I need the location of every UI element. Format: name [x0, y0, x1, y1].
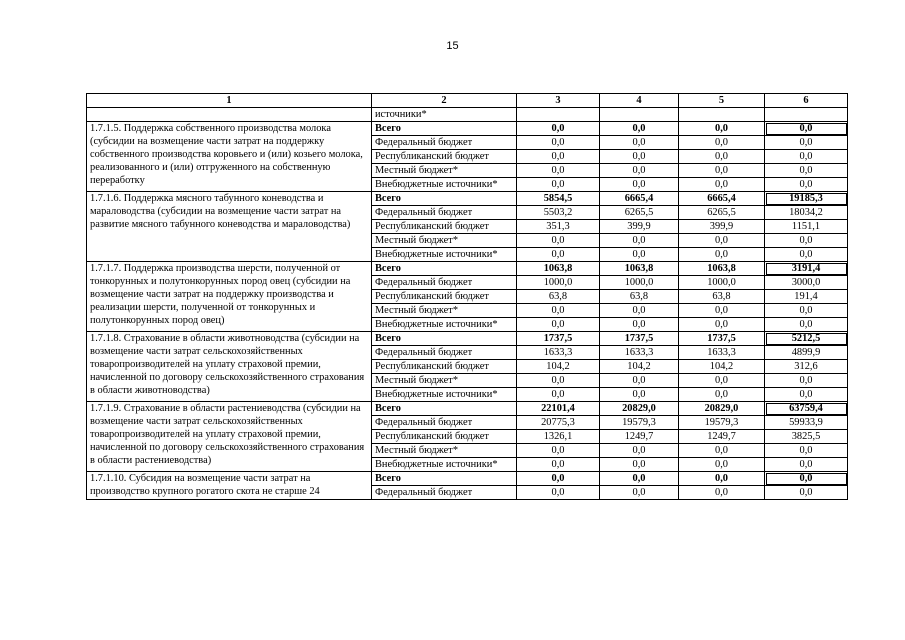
value-cell: 104,2 — [679, 360, 765, 374]
column-header: 6 — [765, 94, 848, 108]
column-header: 4 — [600, 94, 679, 108]
value-cell: 0,0 — [765, 374, 848, 388]
value-cell: 1633,3 — [600, 346, 679, 360]
value-cell: 0,0 — [600, 458, 679, 472]
value-cell: 1633,3 — [679, 346, 765, 360]
value-cell: 0,0 — [765, 472, 848, 486]
source-label: Всего — [372, 332, 517, 346]
value-cell: 0,0 — [600, 318, 679, 332]
empty-cell — [87, 108, 372, 122]
table-row-total — [87, 122, 848, 136]
source-label: Всего — [372, 122, 517, 136]
source-label: Местный бюджет* — [372, 304, 517, 318]
value-cell: 0,0 — [517, 164, 600, 178]
source-label: Федеральный бюджет — [372, 486, 517, 500]
value-cell: 0,0 — [600, 444, 679, 458]
value-cell: 0,0 — [765, 150, 848, 164]
value-cell: 5854,5 — [517, 192, 600, 206]
value-cell: 0,0 — [517, 304, 600, 318]
value-cell: 6665,4 — [600, 192, 679, 206]
source-label: Всего — [372, 192, 517, 206]
value-cell: 0,0 — [765, 248, 848, 262]
value-cell: 0,0 — [600, 304, 679, 318]
value-cell: 0,0 — [600, 178, 679, 192]
value-cell: 0,0 — [679, 178, 765, 192]
value-cell: 0,0 — [679, 388, 765, 402]
source-label: Внебюджетные источники* — [372, 388, 517, 402]
program-title: 1.7.1.8. Страхование в области животноводства (субсидии на возмещение части затрат сельскохозяйственных товаропроизводителей на уплату страховой премии, начисленной по договору сельскохозяйственного страхования в области животноводства) — [87, 332, 372, 402]
source-label: Федеральный бюджет — [372, 206, 517, 220]
source-label: Местный бюджет* — [372, 444, 517, 458]
value-cell: 0,0 — [679, 444, 765, 458]
value-cell: 1151,1 — [765, 220, 848, 234]
value-cell: 5503,2 — [517, 206, 600, 220]
value-cell: 0,0 — [679, 164, 765, 178]
source-label: Всего — [372, 262, 517, 276]
value-cell: 0,0 — [765, 304, 848, 318]
value-cell: 0,0 — [517, 444, 600, 458]
value-cell: 63,8 — [679, 290, 765, 304]
value-cell: 0,0 — [600, 136, 679, 150]
value-cell: 0,0 — [765, 234, 848, 248]
table-row-total — [87, 472, 848, 486]
source-label: Внебюджетные источники* — [372, 458, 517, 472]
value-cell: 1063,8 — [600, 262, 679, 276]
source-label: Всего — [372, 402, 517, 416]
empty-cell — [517, 108, 600, 122]
value-cell: 351,3 — [517, 220, 600, 234]
value-cell: 19579,3 — [600, 416, 679, 430]
source-label: Федеральный бюджет — [372, 346, 517, 360]
value-cell: 0,0 — [600, 234, 679, 248]
value-cell: 0,0 — [600, 248, 679, 262]
source-label: Внебюджетные источники* — [372, 178, 517, 192]
value-cell: 0,0 — [600, 122, 679, 136]
source-label: Внебюджетные источники* — [372, 248, 517, 262]
value-cell: 3825,5 — [765, 430, 848, 444]
program-title: 1.7.1.9. Страхование в области растениеводства (субсидии на возмещение части затрат сельскохозяйственных товаропроизводителей на уплату страховой премии, начисленной по договору сельскохозяйственного страхования в области растениеводства) — [87, 402, 372, 472]
source-label: Республиканский бюджет — [372, 290, 517, 304]
value-cell: 0,0 — [600, 388, 679, 402]
value-cell: 3191,4 — [765, 262, 848, 276]
source-label: Республиканский бюджет — [372, 360, 517, 374]
value-cell: 399,9 — [679, 220, 765, 234]
value-cell: 0,0 — [765, 136, 848, 150]
empty-cell — [765, 108, 848, 122]
value-cell: 63,8 — [600, 290, 679, 304]
value-cell: 20829,0 — [679, 402, 765, 416]
continuation-row — [87, 108, 848, 122]
source-label: Республиканский бюджет — [372, 150, 517, 164]
table-row-total — [87, 262, 848, 276]
value-cell: 1737,5 — [679, 332, 765, 346]
value-cell: 20829,0 — [600, 402, 679, 416]
value-cell: 0,0 — [765, 444, 848, 458]
value-cell: 0,0 — [600, 374, 679, 388]
value-cell: 0,0 — [679, 234, 765, 248]
value-cell: 0,0 — [517, 458, 600, 472]
value-cell: 0,0 — [679, 374, 765, 388]
source-label: Внебюджетные источники* — [372, 318, 517, 332]
value-cell: 19185,3 — [765, 192, 848, 206]
source-label: Федеральный бюджет — [372, 136, 517, 150]
value-cell: 4899,9 — [765, 346, 848, 360]
value-cell: 0,0 — [517, 122, 600, 136]
column-header: 3 — [517, 94, 600, 108]
table-row-total — [87, 192, 848, 206]
value-cell: 0,0 — [600, 150, 679, 164]
value-cell: 20775,3 — [517, 416, 600, 430]
value-cell: 0,0 — [765, 122, 848, 136]
value-cell: 312,6 — [765, 360, 848, 374]
column-header: 2 — [372, 94, 517, 108]
source-label: Всего — [372, 472, 517, 486]
source-label: Местный бюджет* — [372, 374, 517, 388]
value-cell: 0,0 — [600, 486, 679, 500]
value-cell: 104,2 — [600, 360, 679, 374]
budget-table — [86, 93, 848, 500]
value-cell: 104,2 — [517, 360, 600, 374]
page-number: 15 — [446, 40, 459, 52]
column-header: 1 — [87, 94, 372, 108]
value-cell: 0,0 — [517, 318, 600, 332]
value-cell: 1000,0 — [517, 276, 600, 290]
value-cell: 0,0 — [600, 164, 679, 178]
value-cell: 0,0 — [517, 178, 600, 192]
value-cell: 1737,5 — [517, 332, 600, 346]
value-cell: 0,0 — [679, 318, 765, 332]
value-cell: 1000,0 — [600, 276, 679, 290]
table-row-total — [87, 332, 848, 346]
value-cell: 0,0 — [679, 486, 765, 500]
value-cell: 0,0 — [679, 304, 765, 318]
value-cell: 22101,4 — [517, 402, 600, 416]
value-cell: 0,0 — [679, 150, 765, 164]
header-row — [87, 94, 848, 108]
value-cell: 0,0 — [765, 458, 848, 472]
value-cell: 0,0 — [600, 472, 679, 486]
source-label: Местный бюджет* — [372, 164, 517, 178]
value-cell: 3000,0 — [765, 276, 848, 290]
value-cell: 0,0 — [517, 136, 600, 150]
value-cell: 6265,5 — [679, 206, 765, 220]
value-cell: 1633,3 — [517, 346, 600, 360]
value-cell: 1249,7 — [679, 430, 765, 444]
source-label: источники* — [372, 108, 517, 122]
value-cell: 0,0 — [517, 472, 600, 486]
value-cell: 1326,1 — [517, 430, 600, 444]
value-cell: 0,0 — [517, 150, 600, 164]
value-cell: 6665,4 — [679, 192, 765, 206]
value-cell: 0,0 — [765, 164, 848, 178]
value-cell: 1063,8 — [679, 262, 765, 276]
source-label: Республиканский бюджет — [372, 220, 517, 234]
value-cell: 0,0 — [765, 388, 848, 402]
value-cell: 0,0 — [765, 318, 848, 332]
value-cell: 0,0 — [765, 486, 848, 500]
value-cell: 19579,3 — [679, 416, 765, 430]
value-cell: 0,0 — [679, 472, 765, 486]
value-cell: 1249,7 — [600, 430, 679, 444]
value-cell: 0,0 — [765, 178, 848, 192]
source-label: Республиканский бюджет — [372, 430, 517, 444]
value-cell: 59933,9 — [765, 416, 848, 430]
program-title: 1.7.1.7. Поддержка производства шерсти, полученной от тонкорунных и полутонкорунных пород овец (субсидии на возмещение части затрат на поддержку производства и реализации шерсти, полученной от тонкорунных и полутонкорунных пород овец) — [87, 262, 372, 332]
value-cell: 18034,2 — [765, 206, 848, 220]
table-body — [87, 108, 848, 500]
source-label: Местный бюджет* — [372, 234, 517, 248]
source-label: Федеральный бюджет — [372, 416, 517, 430]
value-cell: 0,0 — [517, 234, 600, 248]
value-cell: 5212,5 — [765, 332, 848, 346]
value-cell: 1063,8 — [517, 262, 600, 276]
program-title: 1.7.1.10. Субсидия на возмещение части затрат на производство крупного рогатого скота не старше 24 — [87, 472, 372, 500]
value-cell: 1000,0 — [679, 276, 765, 290]
value-cell: 0,0 — [517, 388, 600, 402]
value-cell: 0,0 — [679, 122, 765, 136]
source-label: Федеральный бюджет — [372, 276, 517, 290]
value-cell: 0,0 — [517, 486, 600, 500]
value-cell: 6265,5 — [600, 206, 679, 220]
value-cell: 191,4 — [765, 290, 848, 304]
empty-cell — [600, 108, 679, 122]
value-cell: 63,8 — [517, 290, 600, 304]
value-cell: 1737,5 — [600, 332, 679, 346]
program-title: 1.7.1.5. Поддержка собственного производства молока (субсидии на возмещение части затрат на поддержку собственного производства коровьего и (или) козьего молока, реализованного и (или) отгруженного на собственную переработку — [87, 122, 372, 192]
value-cell: 0,0 — [517, 248, 600, 262]
column-header: 5 — [679, 94, 765, 108]
empty-cell — [679, 108, 765, 122]
table-row-total — [87, 402, 848, 416]
value-cell: 0,0 — [679, 458, 765, 472]
value-cell: 63759,4 — [765, 402, 848, 416]
value-cell: 399,9 — [600, 220, 679, 234]
program-title: 1.7.1.6. Поддержка мясного табунного коневодства и мараловодства (субсидии на возмещение части затрат на развитие мясного табунного коневодства и мараловодства) — [87, 192, 372, 262]
value-cell: 0,0 — [517, 374, 600, 388]
value-cell: 0,0 — [679, 248, 765, 262]
value-cell: 0,0 — [679, 136, 765, 150]
